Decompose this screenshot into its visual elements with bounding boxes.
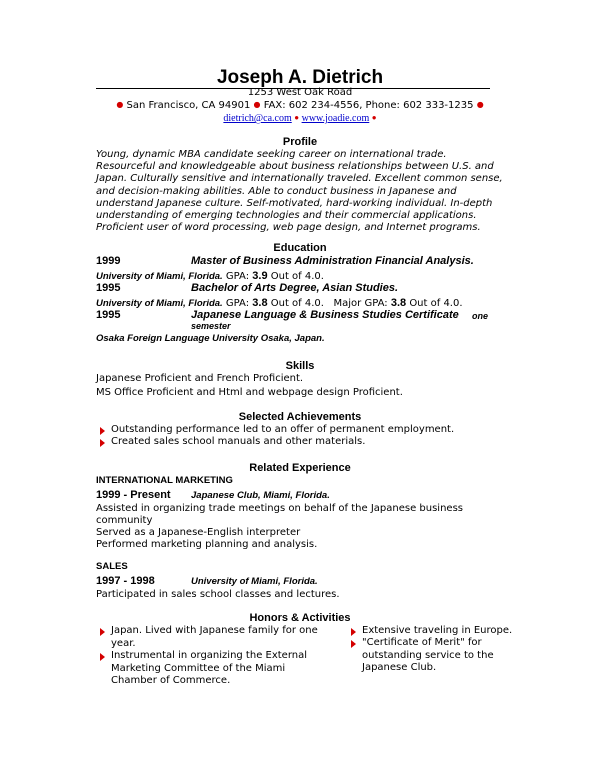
degree-text: Japanese Language & Business Studies Certificate	[191, 309, 459, 321]
degree-duration-first: one	[472, 311, 489, 321]
gpa-value: 3.8	[252, 297, 268, 309]
gpa-label: GPA:	[225, 271, 250, 282]
city-text: San Francisco, CA 94901	[126, 100, 251, 111]
achievement-item: Outstanding performance led to an offer of permanent employment.	[111, 424, 455, 435]
education-year: 1995	[96, 282, 121, 294]
job-detail: Served as a Japanese-English interpreter	[96, 527, 301, 538]
triangle-bullet-icon	[100, 653, 105, 661]
bullet-icon: ●	[116, 100, 124, 109]
gpa-scale: Out of 4.0.	[270, 298, 324, 309]
triangle-bullet-icon	[351, 628, 356, 636]
major-gpa-label: Major GPA:	[333, 298, 388, 309]
education-degree: Master of Business Administration Financial Analysis.	[191, 255, 474, 267]
contact-line	[0, 100, 600, 111]
skill-line: MS Office Proficient and Html and webpage design Proficient.	[96, 387, 403, 398]
bullet-icon: ●	[253, 100, 261, 109]
triangle-bullet-icon	[100, 439, 105, 447]
gpa-value: 3.9	[252, 270, 268, 282]
job-period: 1997 - 1998	[96, 575, 155, 587]
bullet-icon: ●	[371, 113, 377, 122]
major-gpa-scale: Out of 4.0.	[409, 298, 463, 309]
job-detail: Performed marketing planning and analysis.	[96, 539, 318, 550]
degree-duration-second: semester	[191, 321, 231, 331]
triangle-bullet-icon	[100, 427, 105, 435]
triangle-bullet-icon	[351, 640, 356, 648]
honor-item: Japan. Lived with Japanese family for one year.	[111, 625, 318, 649]
street-address: 1253 West Oak Road	[247, 87, 353, 98]
education-year: 1995	[96, 309, 121, 321]
job-detail: Participated in sales school classes and lectures.	[96, 589, 340, 600]
job-title: SALES	[96, 561, 128, 572]
education-school-line	[96, 297, 463, 309]
email-link[interactable]: dietrich@ca.com	[223, 113, 292, 124]
school-name: Osaka Foreign Language University Osaka, Japan.	[96, 333, 325, 344]
education-year: 1999	[96, 255, 121, 267]
achievements-heading: Selected Achievements	[238, 411, 362, 423]
job-organization: Japanese Club, Miami, Florida.	[191, 490, 330, 501]
job-detail: community	[96, 515, 153, 526]
job-organization: University of Miami, Florida.	[191, 576, 318, 587]
achievement-item: Created sales school manuals and other materials.	[111, 436, 366, 447]
links-line	[0, 113, 600, 124]
honor-item: Extensive traveling in Europe.	[362, 625, 513, 636]
profile-heading: Profile	[282, 136, 318, 148]
phone-fax-text: FAX: 602 234-4556, Phone: 602 333-1235	[263, 100, 474, 111]
education-heading: Education	[273, 242, 327, 254]
job-title: INTERNATIONAL MARKETING	[96, 475, 233, 486]
gpa-label: GPA:	[225, 298, 250, 309]
triangle-bullet-icon	[100, 628, 105, 636]
gpa-scale: Out of 4.0.	[270, 271, 324, 282]
education-degree: Bachelor of Arts Degree, Asian Studies.	[191, 282, 399, 294]
school-name: University of Miami, Florida.	[96, 298, 223, 309]
honor-item: "Certificate of Merit" for outstanding service to the Japanese Club.	[362, 637, 494, 674]
candidate-name: Joseph A. Dietrich	[216, 67, 384, 88]
major-gpa-value: 3.8	[390, 297, 407, 309]
website-link[interactable]: www.joadie.com	[301, 113, 370, 124]
honor-item: Instrumental in organizing the External Marketing Committee of the Miami Chamber of Commerce.	[111, 650, 308, 687]
experience-heading: Related Experience	[249, 462, 351, 474]
education-school-line	[96, 270, 324, 282]
job-period: 1999 - Present	[96, 489, 171, 501]
school-name: University of Miami, Florida.	[96, 271, 223, 282]
profile-text: Young, dynamic MBA candidate seeking career on international trade. Resourceful and knowledgeable about business relationships between U.S. and Japan. Culturally sensitive and internationally traveled. Excellent common sense, and decision-making abilities. Able to conduct business in Japanese and understand Japanese culture. Self-motivated, hard-working individual. In-depth understanding of emerging technologies and their commercial applications. Proficient user of word processing, web page design, and Internet programs.	[96, 149, 503, 234]
job-detail: Assisted in organizing trade meetings on behalf of the Japanese business	[96, 503, 463, 514]
education-degree	[191, 309, 459, 321]
education-school-line	[96, 333, 325, 344]
bullet-icon: ●	[476, 100, 484, 109]
skills-heading: Skills	[285, 360, 315, 372]
honors-heading: Honors & Activities	[249, 612, 351, 624]
skill-line: Japanese Proficient and French Proficient.	[96, 373, 304, 384]
bullet-icon: ●	[294, 113, 300, 122]
